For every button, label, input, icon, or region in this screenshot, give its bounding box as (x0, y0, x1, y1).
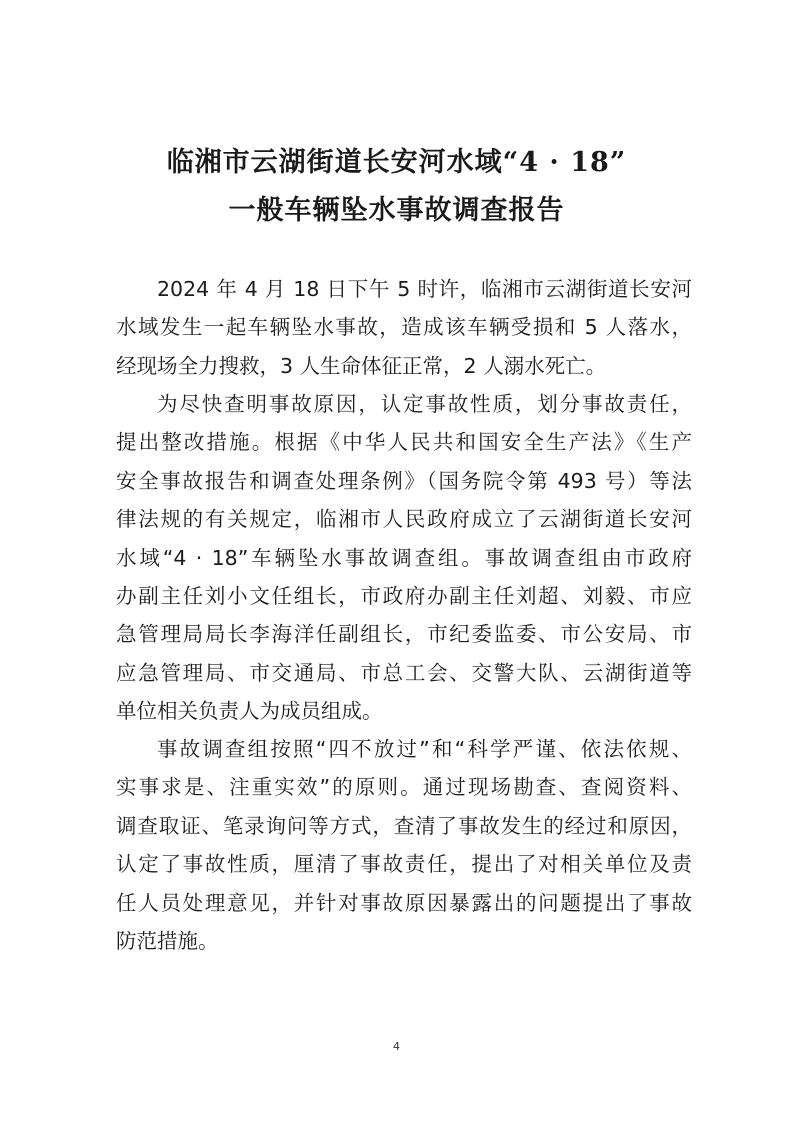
paragraph-3 (116, 730, 692, 960)
paragraph-line: 办副主任刘小文任组长，市政府办副主任刘超、刘毅、市应 (116, 583, 692, 608)
paragraph-line: 为尽快查明事故原因，认定事故性质，划分事故责任， (157, 392, 692, 416)
report-title-line-1: 临湘市云湖街道长安河水域“4 · 18” (166, 147, 627, 178)
page-number: 4 (393, 1040, 400, 1053)
paragraph-line: 单位相关负责人为成员组成。 (116, 699, 383, 724)
paragraph-line: 任人员处理意见，并针对事故原因暴露出的问题提出了事故 (116, 890, 692, 915)
paragraph-line: 水域“4 · 18”车辆坠水事故调查组。事故调查组由市政府 (116, 545, 692, 570)
paragraph-line: 调查取证、笔录询问等方式，查清了事故发生的经过和原因， (116, 813, 692, 838)
paragraph-line: 事故调查组按照“四不放过”和“科学严谨、依法依规、 (157, 737, 692, 761)
paragraph-line: 认定了事故性质，厘清了事故责任，提出了对相关单位及责 (116, 852, 692, 877)
paragraph-line: 2024 年 4 月 18 日下午 5 时许，临湘市云湖街道长安河 (157, 277, 692, 301)
paragraph-line: 应急管理局、市交通局、市总工会、交警大队、云湖街道等 (116, 660, 692, 685)
paragraph-1 (116, 270, 692, 385)
paragraph-line: 提出整改措施。根据《中华人民共和国安全生产法》《生产 (116, 430, 692, 455)
paragraph-2 (116, 385, 692, 731)
paragraph-line: 防范措施。 (116, 928, 219, 953)
report-title-line-2: 一般车辆坠水事故调查报告 (228, 195, 565, 226)
paragraph-line: 律法规的有关规定，临湘市人民政府成立了云湖街道长安河 (116, 507, 692, 532)
paragraph-line: 实事求是、注重实效”的原则。通过现场勘查、查阅资料、 (116, 775, 692, 800)
paragraph-line: 经现场全力搜救，3 人生命体征正常，2 人溺水死亡。 (116, 353, 607, 378)
paragraph-line: 水域发生一起车辆坠水事故，造成该车辆受损和 5 人落水， (116, 315, 692, 340)
paragraph-line: 安全事故报告和调查处理条例》（国务院令第 493 号）等法 (116, 468, 692, 493)
paragraph-line: 急管理局局长李海洋任副组长，市纪委监委、市公安局、市 (116, 622, 692, 647)
